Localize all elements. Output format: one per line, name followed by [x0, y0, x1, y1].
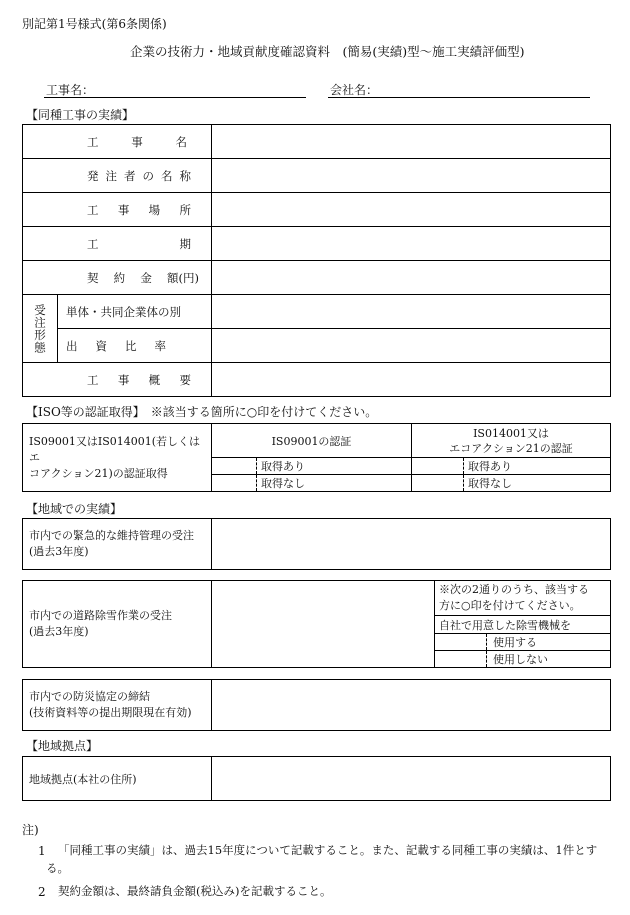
row-label-client-name: 発 注 者 の 名 称 [23, 159, 212, 193]
snow-removal-label: 市内での道路除雪作業の受注 (過去3年度) [23, 581, 212, 668]
order-type-label: 受注形態 [23, 295, 58, 363]
note-1-text-cont: る。 [46, 861, 69, 875]
summary-cell[interactable] [212, 363, 611, 397]
emergency-maintenance-cell[interactable] [212, 519, 611, 570]
section-heading-similar-work: 【同種工事の実績】 [26, 108, 135, 122]
company-name-field[interactable] [328, 97, 590, 98]
iso9001-no-mark[interactable] [212, 475, 257, 492]
row-label-summary: 工 事 概 要 [23, 363, 212, 397]
row-label-contract-amount: 契 約 金 額(円) [23, 261, 212, 295]
note-1-text: 「同種工事の実績」は、過去15年度について記載すること。また、記載する同種工事の実績は、1件とす [58, 843, 598, 857]
not-use-machine-label: 使用しない [487, 651, 611, 668]
project-name-label: 工事名： [46, 83, 95, 97]
iso14001-yes-mark[interactable] [412, 458, 464, 475]
local-base-table [22, 756, 611, 801]
project-name-cell[interactable] [212, 125, 611, 159]
iso14001-no-mark[interactable] [412, 475, 464, 492]
disaster-agreement-table [22, 679, 611, 731]
row-label-location: 工 事 場 所 [23, 193, 212, 227]
form-number: 別記第1号様式(第6条関係) [22, 17, 167, 31]
iso-table [22, 423, 611, 492]
row-label-period: 工 期 [23, 227, 212, 261]
disaster-agreement-cell[interactable] [212, 680, 611, 731]
snow-removal-note: ※次の2通りのうち、該当する 方に○印を付けてください。 [435, 581, 611, 616]
row-label-single-jv: 単体・共同企業体の別 [58, 295, 212, 329]
iso14001-yes-label: 取得あり [464, 458, 611, 475]
iso14001-header: IS014001又は エコアクション21の認証 [412, 424, 611, 458]
emergency-maintenance-table [22, 518, 611, 570]
local-base-label: 地域拠点(本社の住所) [23, 757, 212, 801]
page-title: 企業の技術力・地域貢献度確認資料 (簡易(実績)型～施工実績評価型) [130, 44, 525, 59]
own-machine-label: 自社で用意した除雪機械を [435, 616, 611, 634]
section-heading-base: 【地域拠点】 [26, 739, 99, 753]
note-2-text: 契約金額は、最終請負金額(税込み)を記載すること。 [58, 884, 332, 898]
contract-amount-cell[interactable] [212, 261, 611, 295]
disaster-agreement-label: 市内での防災協定の締結 (技術資料等の提出期限現在有効) [23, 680, 212, 731]
iso9001-no-label: 取得なし [257, 475, 412, 492]
location-cell[interactable] [212, 193, 611, 227]
snow-removal-cell[interactable] [212, 581, 435, 668]
iso9001-header: IS09001の認証 [212, 424, 412, 458]
iso9001-yes-mark[interactable] [212, 458, 257, 475]
notes-label: 注) [22, 823, 39, 837]
investment-ratio-cell[interactable] [212, 329, 611, 363]
emergency-maintenance-label: 市内での緊急的な維持管理の受注 (過去3年度) [23, 519, 212, 570]
period-cell[interactable] [212, 227, 611, 261]
not-use-machine-mark[interactable] [435, 651, 487, 668]
section-heading-iso: 【ISO等の認証取得】 ※該当する箇所に○印を付けてください。 [26, 405, 378, 419]
client-name-cell[interactable] [212, 159, 611, 193]
single-jv-cell[interactable] [212, 295, 611, 329]
use-machine-label: 使用する [487, 634, 611, 651]
iso14001-no-label: 取得なし [464, 475, 611, 492]
local-base-cell[interactable] [212, 757, 611, 801]
section-heading-local: 【地域での実績】 [26, 502, 123, 516]
note-2-number: 2 [38, 885, 46, 899]
similar-work-table [22, 124, 611, 397]
row-label-investment-ratio: 出 資 比 率 [58, 329, 212, 363]
iso9001-yes-label: 取得あり [257, 458, 412, 475]
company-name-label: 会社名： [330, 83, 379, 97]
use-machine-mark[interactable] [435, 634, 487, 651]
snow-removal-table [22, 580, 611, 668]
project-name-field[interactable] [44, 97, 306, 98]
iso-row-label: IS09001又はIS014001(若しくはエ コアクション21)の認証取得 [23, 424, 212, 492]
row-label-project-name: 工 事 名 [23, 125, 212, 159]
note-1-number: 1 [38, 844, 46, 858]
